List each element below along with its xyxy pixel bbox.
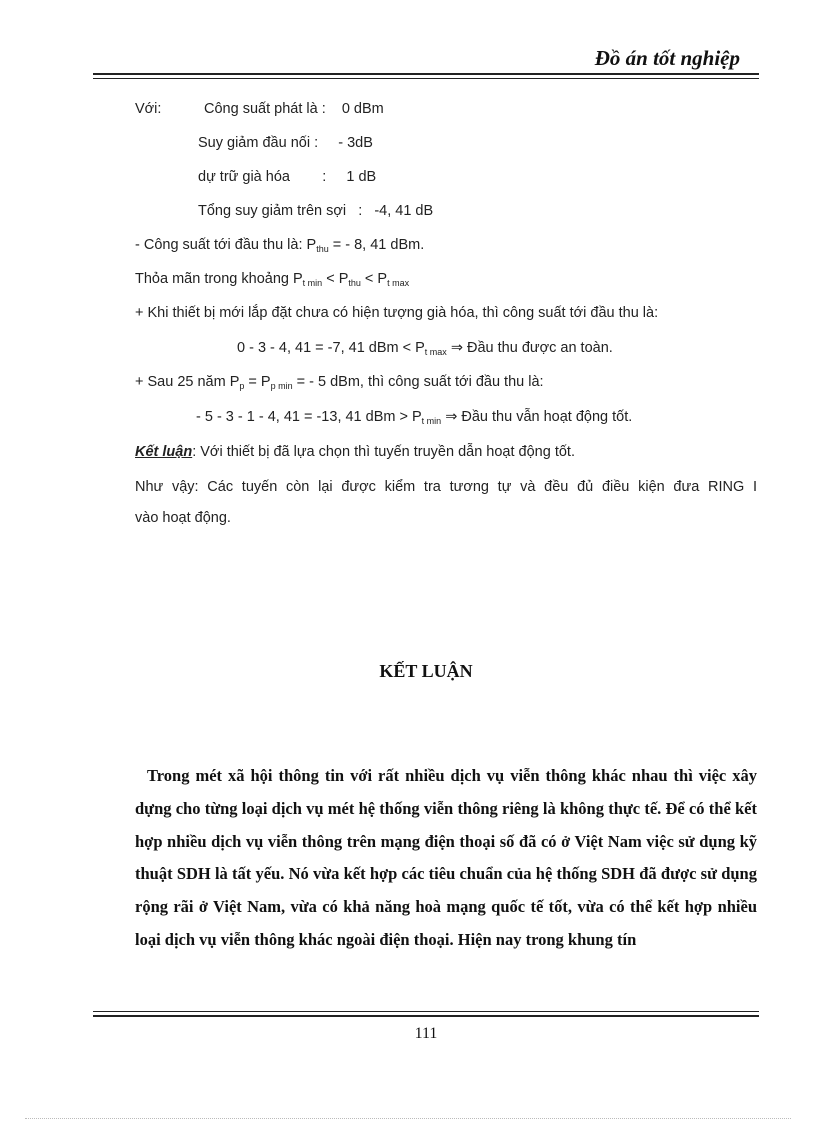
conclusion-paragraph: Trong mét xã hội thông tin với rất nhiều dịch vụ viễn thông khác nhau thì việc xây dựng cho từng loại dịch vụ mét hệ thống viễn thông riêng là không thực tế. Để có thể kết hợp nhiều dịch vụ viễn thông trên mạng điện thoại số đã có ở Việt Nam việc sử dụng kỹ thuật SDH là tất yếu. Nó vừa kết hợp các tiêu chuẩn của hệ thống SDH đã được sử dụng rộng rãi ở Việt Nam, vừa có khả năng hoà mạng quốc tế tốt, vừa có thể kết hợp nhiều loại dịch vụ viễn thông khác ngoài điện thoại. Hiện nay trong khung tín [135,766,757,949]
conclusion-label: Kết luận [135,444,193,460]
calc-line-1: Công suất phát là : 0 dBm [204,101,384,117]
calc-line-4: Tổng suy giảm trên sợi : -4, 41 dB [198,203,434,219]
calc-line-5: - Công suất tới đầu thu là: $P_{thu}$ = - 8, 41 dBm. [135,237,425,254]
calc-line-6: Thỏa mãn trong khoảng $P_{t min} < P_{thu} < P_{t max}$ [135,271,410,288]
footer-rule [93,1011,759,1017]
calc-line-2: Suy giảm đầu nối : - 3dB [198,135,373,151]
header-title: Đồ án tốt nghiệp [594,46,740,70]
page-number: 111 [414,1025,438,1042]
header-rule [93,73,759,79]
voi-label: Với: [135,101,162,117]
conclusion-line: Kết luận: Với thiết bị đã lựa chọn thì tuyến truyền dẫn hoạt động tốt. [135,444,575,460]
section-heading: KẾT LUẬN [379,661,473,681]
calc-line-9: + Sau 25 năm $P_p = P_{p min}$ = - 5 dBm, thì công suất tới đầu thu là: [135,374,544,391]
calc-line-7: + Khi thiết bị mới lắp đặt chưa có hiện tượng già hóa, thì công suất tới đầu thu là: [135,305,659,321]
calc-line-12: Như vậy: Các tuyến còn lại được kiểm tra tương tự và đều đủ điều kiện đưa RING I [135,479,757,495]
calc-line-13: vào hoạt động. [135,510,231,526]
page-edge-divider [25,1118,791,1119]
calc-line-8: 0 - 3 - 4, 41 = -7, 41 dBm < $P_{t max}$ ⇒ Đầu thu được an toàn. [237,340,613,357]
calc-line-3: dự trữ già hóa : 1 dB [198,169,377,185]
calc-line-10: - 5 - 3 - 1 - 4, 41 = -13, 41 dBm > $P_{t min}$ ⇒ Đầu thu vẫn hoạt động tốt. [196,409,633,426]
